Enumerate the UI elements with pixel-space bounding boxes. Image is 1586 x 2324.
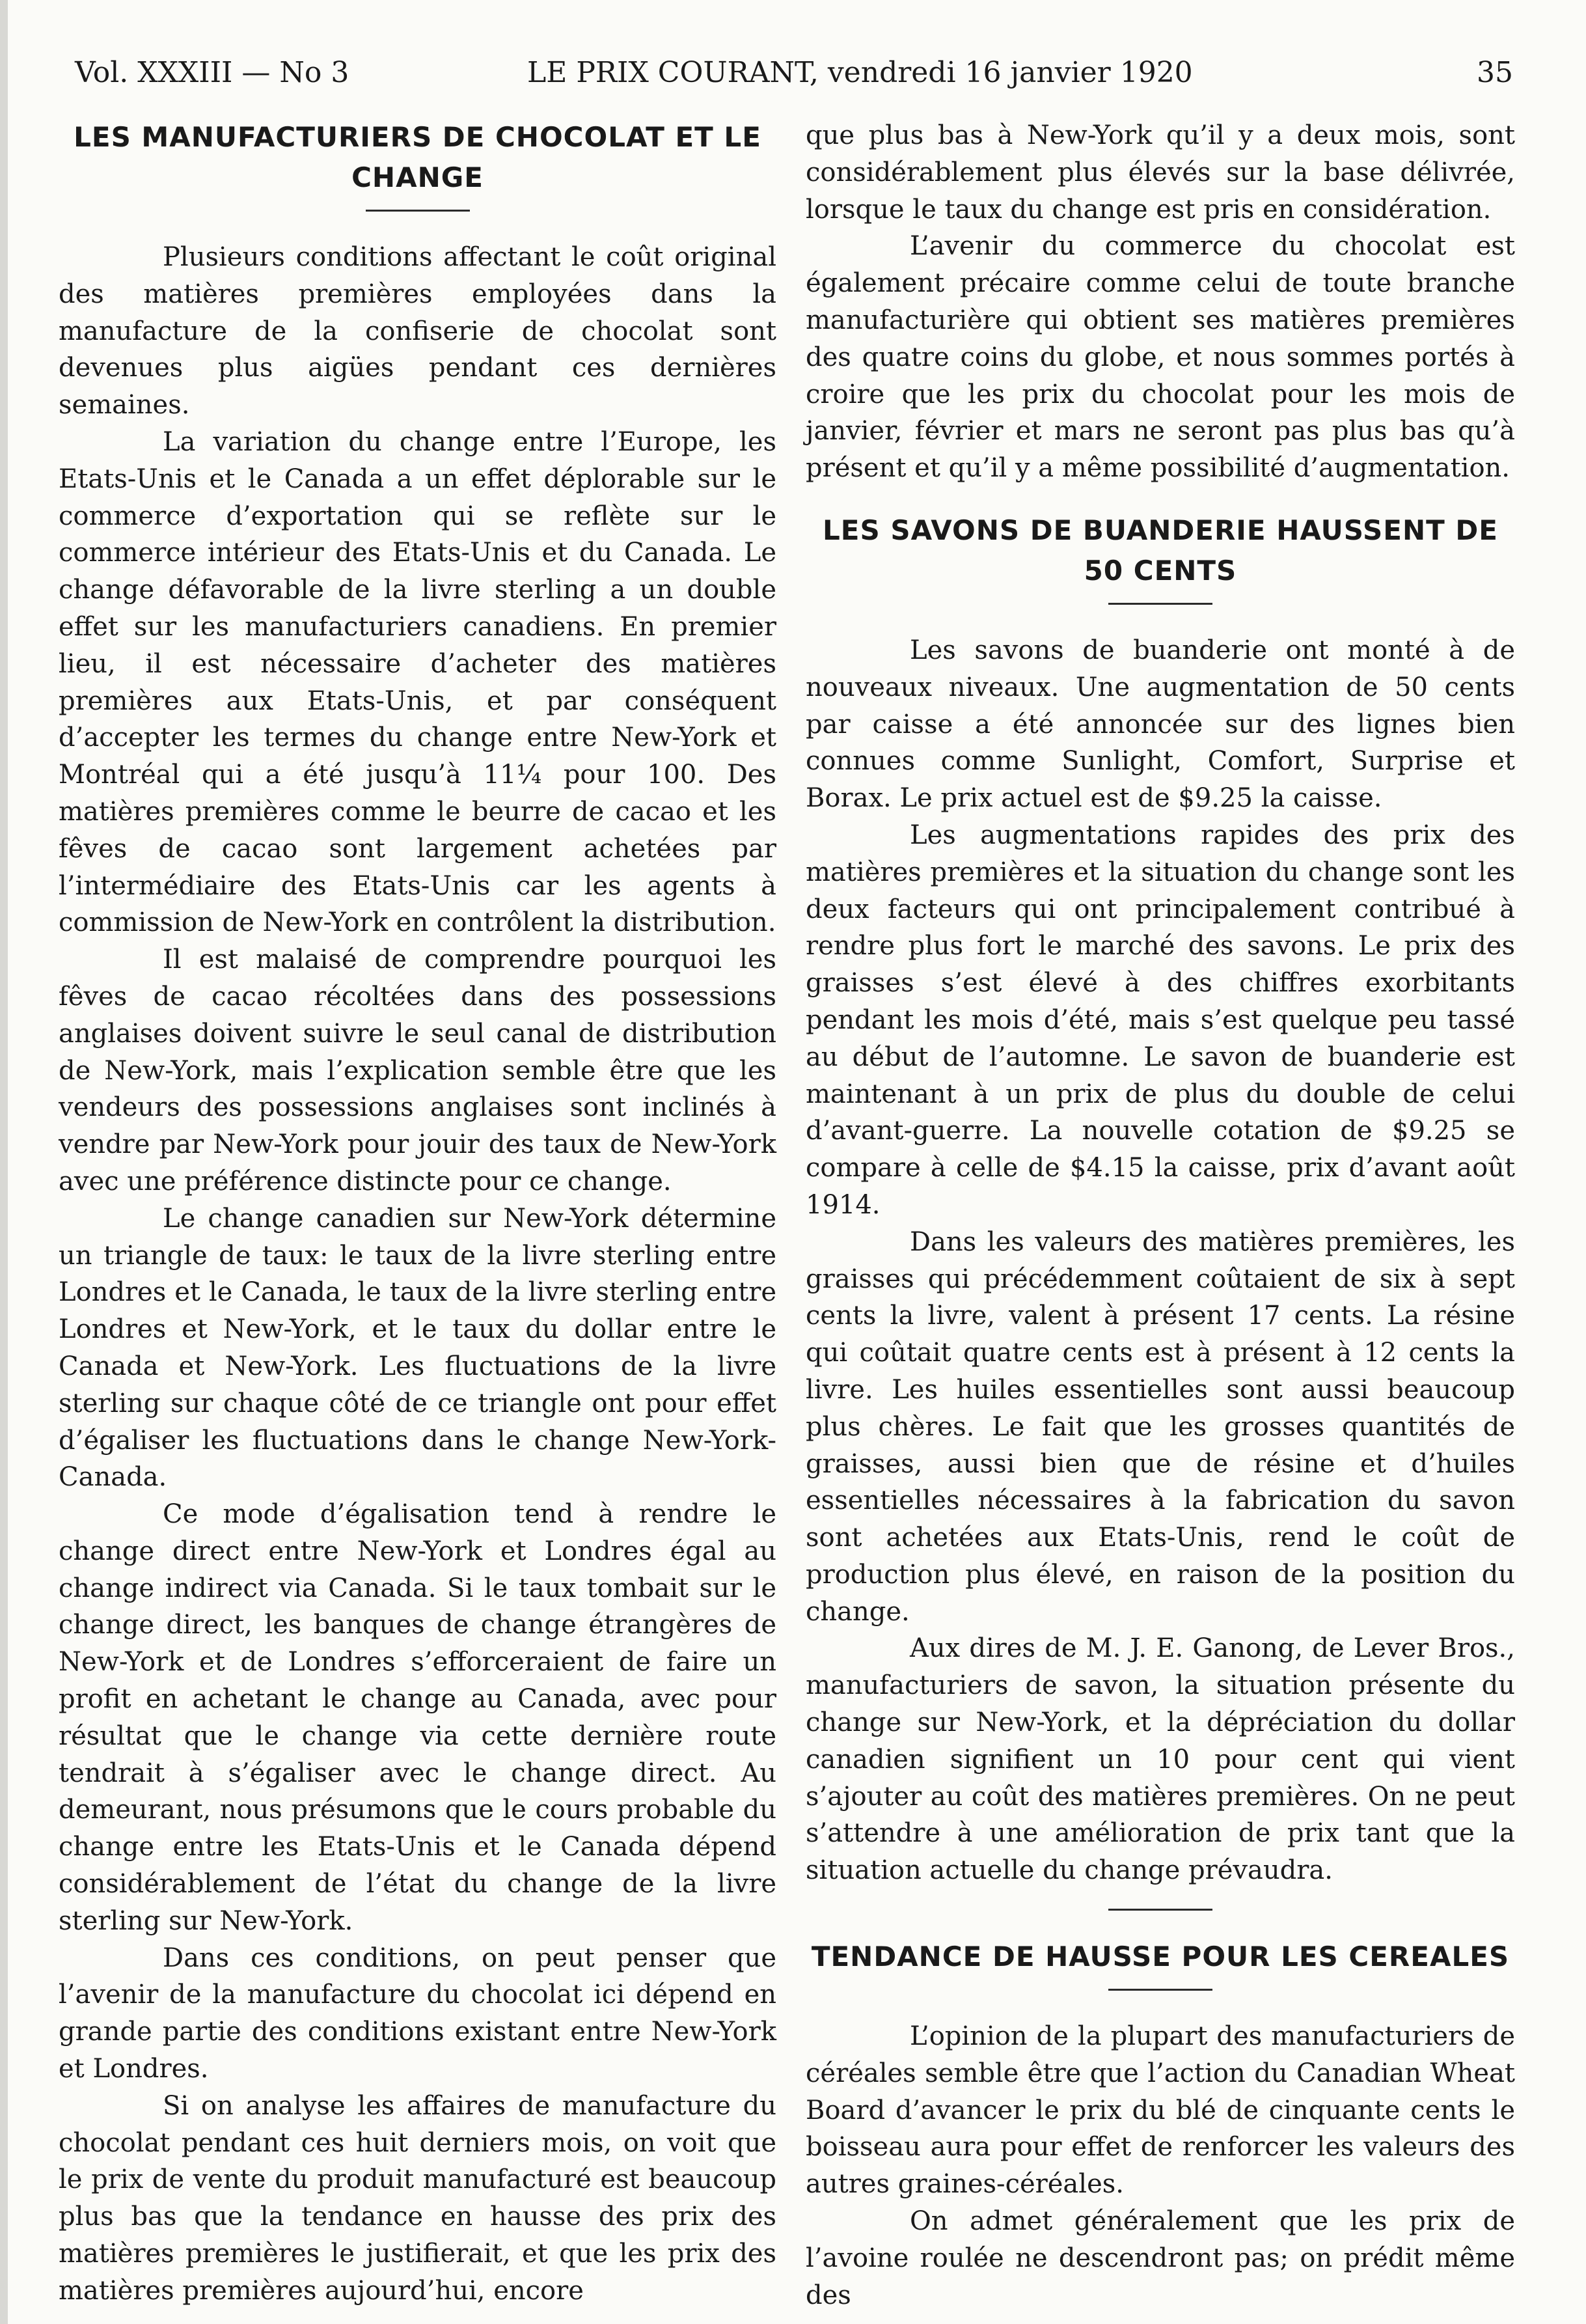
page-edge [0, 0, 8, 2324]
paragraph: La variation du change entre l’Europe, les Etats-Unis et le Canada a un effet déplorable sur le commerce d’exportation qui se reflète sur le commerce intérieur des Etats-Unis et du Canada. Le change défavorable de la livre sterling a un double effet sur les manufacturiers canadiens. En premier lieu, il est nécessaire d’acheter des matières premières aux Etats-Unis, et par conséquent d’accepter les termes du change entre New-York et Montréal qui a été jusqu’à 11¼ pour 100. Des matières premières comme le beurre de cacao et les fêves de cacao sont largement achetées par l’intermédiaire des Etats-Unis car les agents à commission de New-York en contrôlent la distribution. [59, 426, 776, 938]
article-savons-title: LES SAVONS DE BUANDERIE HAUSSENT DE 50 CENTS [823, 514, 1498, 587]
paragraph: Ce mode d’égalisation tend à rendre le change direct entre New-York et Londres égal au change indirect via Canada. Si le taux tombait sur le change direct, les banques de change étrangères de New-York et de Londres s’efforceraient de faire un profit en achetant le change au Canada, avec pour résultat que le change via cette dernière route tendrait à s’égaliser avec le change direct. Au demeurant, nous présumons que le cours probable du change entre les Etats-Unis et le Canada dépend considérablement de l’état du change de la livre sterling sur New-York. [59, 1499, 776, 1936]
title-rule [366, 210, 470, 212]
article-cereales-title: TENDANCE DE HAUSSE POUR LES CEREALES [811, 1941, 1510, 1973]
paragraph: Les savons de buanderie ont monté à de nouveaux niveaux. Une augmentation de 50 cents par caisse a été annoncée sur des lignes bien connues comme Sunlight, Comfort, Surprise et Borax. Le prix actuel est de $9.25 la caisse. [806, 635, 1515, 814]
column-left [59, 117, 776, 2310]
paragraph-continued: que plus bas à New-York qu’il y a deux mois, sont considérablement plus élevés sur la base délivrée, lorsque le taux du change est pris en considération. [806, 120, 1515, 225]
title-rule [1108, 1989, 1212, 1991]
column-right [806, 117, 1515, 2314]
publication-title: LE PRIX COURANT, vendredi 16 janvier 1920 [527, 56, 1193, 89]
spacer [806, 487, 1515, 510]
article-chocolat-title: LES MANUFACTURIERS DE CHOCOLAT ET LE CHANGE [74, 121, 761, 193]
paragraph: Dans les valeurs des matières premières, les graisses qui précédemment coûtaient de six à sept cents la livre, valent à présent 17 cents. La résine qui coûtait quatre cents est à présent à 12 cents la livre. Les huiles essentielles sont aussi beaucoup plus chères. Le fait que les grosses quantités de graisses, aussi bien que de résine et d’huiles essentielles nécessaires à la fabrication du savon sont achetées aux Etats-Unis, rend le coût de production plus élevé, en raison de la position du change. [806, 1226, 1515, 1627]
paragraph: Si on analyse les affaires de manufacture du chocolat pendant ces huit derniers mois, on voit que le prix de vente du produit manufacturé est beaucoup plus bas que la tendance en hausse des prix des matières premières le justifierait, et que les prix des matières premières aujourd’hui, encore [59, 2090, 776, 2306]
running-header [62, 47, 1513, 99]
title-rule [1108, 603, 1212, 605]
volume-number: Vol. XXXIII — No 3 [75, 56, 349, 89]
page-number: 35 [1477, 56, 1513, 89]
paragraph: Le change canadien sur New-York détermine un triangle de taux: le taux de la livre sterling entre Londres et le Canada, le taux de la livre sterling entre Londres et New-York, et le taux du dollar entre le Canada et New-York. Les fluctuations de la livre sterling sur chaque côté de ce triangle ont pour effet d’égaliser les fluctuations dans le change New-York-Canada. [59, 1203, 776, 1493]
paragraph: Les augmentations rapides des prix des matières premières et la situation du change sont les deux facteurs qui ont principalement contribué à rendre plus fort le marché des savons. Le prix des graisses s’est élevé à des chiffres exorbitants pendant les mois d’été, mais s’est quelque peu tassé au début de l’automne. Le savon de buanderie est maintenant à un prix de plus du double de celui d’avant-guerre. La nouvelle cotation de $9.25 se compare à celle de $4.15 la caisse, prix d’avant août 1914. [806, 820, 1515, 1220]
paragraph: On admet généralement que les prix de l’avoine roulée ne descendront pas; on prédit même des [806, 2206, 1515, 2310]
paragraph: L’avenir du commerce du chocolat est également précaire comme celui de toute branche manufacturière qui obtient ses matières premières des quatre coins du globe, et nous sommes portés à croire que les prix du chocolat pour les mois de janvier, février et mars ne seront pas plus bas qu’à présent et qu’il y a même possibilité d’augmentation. [806, 231, 1515, 484]
paragraph: Aux dires de M. J. E. Ganong, de Lever Bros., manufacturiers de savon, la situation présente du change sur New-York, et la dépréciation du dollar canadien signifient un 10 pour cent qui vient s’ajouter au coût des matières premières. On ne peut s’attendre à une amélioration de prix tant que la situation actuelle du change prévaudra. [806, 1633, 1515, 1886]
paragraph: L’opinion de la plupart des manufacturiers de céréales semble être que l’action du Canadian Wheat Board d’avancer le prix du blé de cinquante cents le boisseau aura pour effet de renforcer les valeurs des autres graines-céréales. [806, 2021, 1515, 2200]
section-divider [1108, 1909, 1212, 1911]
paragraph: Plusieurs conditions affectant le coût original des matières premières employées dans la manufacture de la confiserie de chocolat sont devenues plus aigües pendant ces dernières semaines. [59, 242, 776, 421]
paragraph: Il est malaisé de comprendre pourquoi les fêves de cacao récoltées dans des possessions anglaises doivent suivre le seul canal de distribution de New-York, mais l’explication semble être que les vendeurs des possessions anglaises sont inclinés à vendre par New-York pour jouir des taux de New-York avec une préférence distincte pour ce change. [59, 945, 776, 1197]
paragraph: Dans ces conditions, on peut penser que l’avenir de la manufacture du chocolat ici dépend en grande partie des conditions existant entre New-York et Londres. [59, 1943, 776, 2084]
